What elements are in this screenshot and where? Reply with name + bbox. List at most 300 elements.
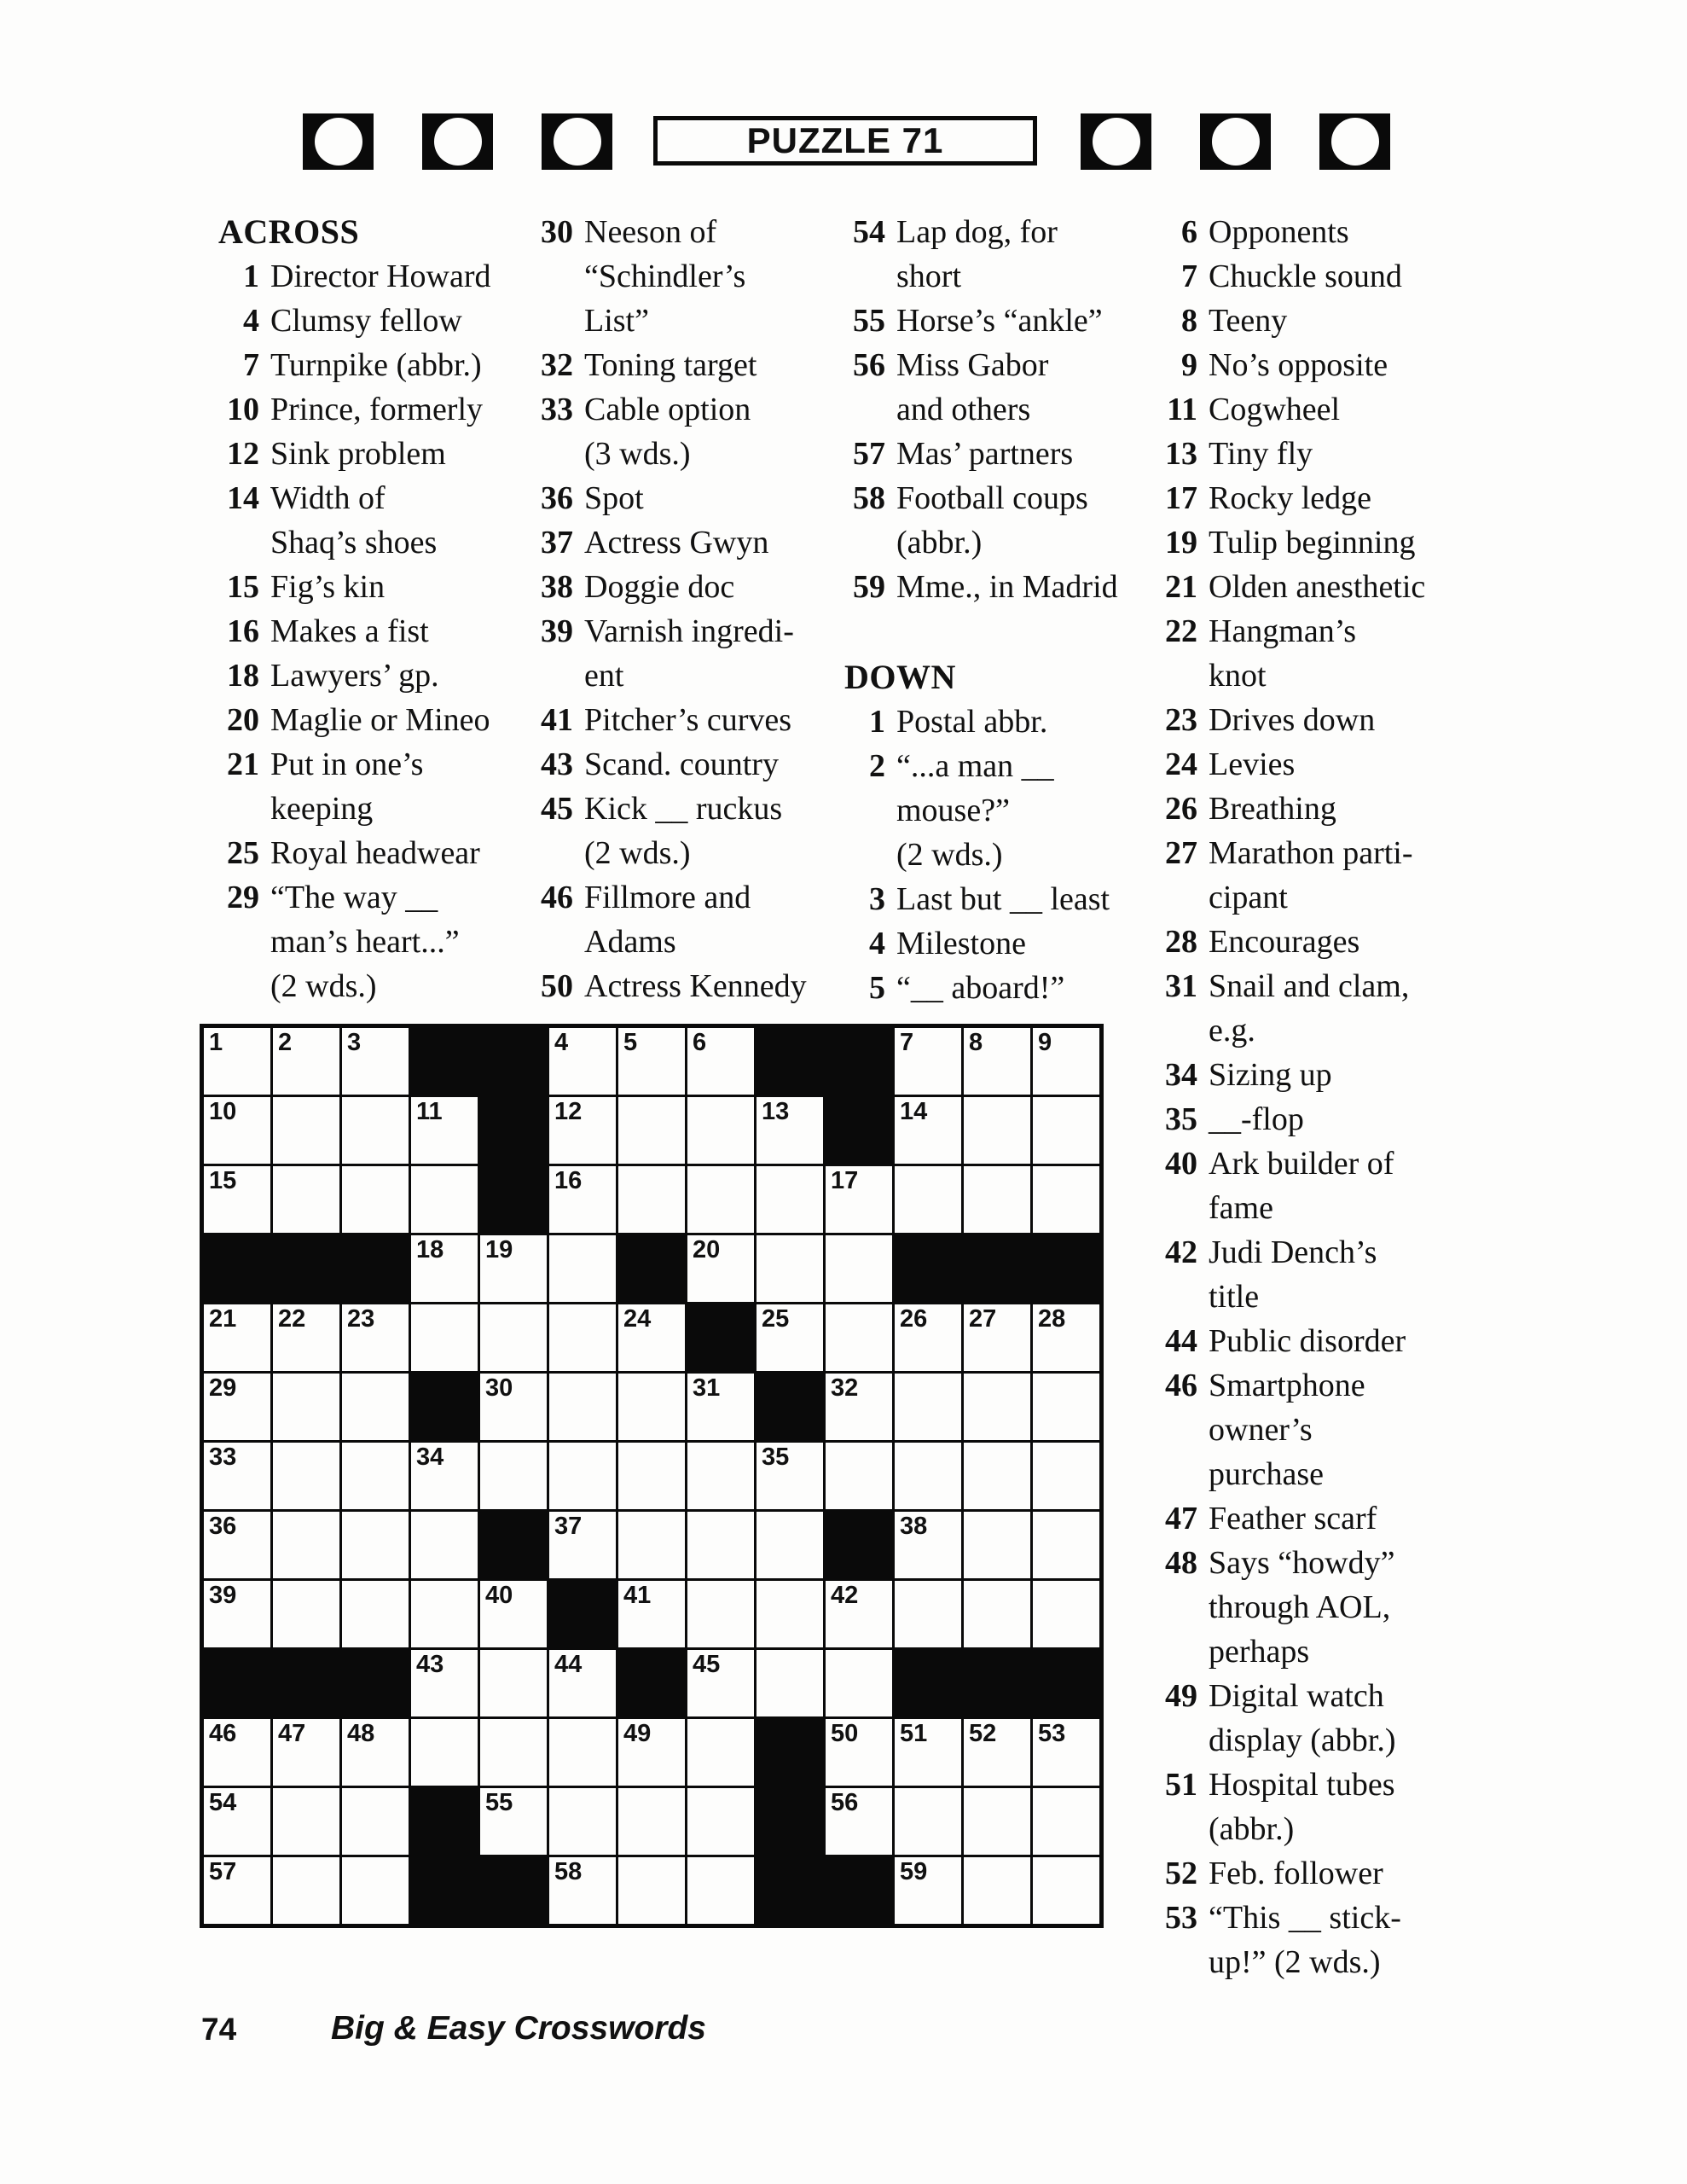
clue-item: [1150, 1097, 1487, 1141]
grid-cell: [273, 1374, 339, 1440]
clue-text: Rocky ledge: [1209, 480, 1372, 516]
grid-cell: [964, 1028, 1030, 1095]
grid-cell: [204, 1374, 270, 1440]
grid-cell-number: 37: [554, 1513, 583, 1540]
clue-number: 22: [1165, 613, 1197, 649]
grid-cell: [549, 1857, 616, 1924]
grid-cell-black: [411, 1028, 478, 1095]
grid-cell-black: [411, 1857, 478, 1924]
grid-cell-number: 35: [762, 1443, 790, 1471]
clue-item: [1150, 476, 1487, 520]
grid-cell-black: [964, 1235, 1030, 1302]
clue-item: [1150, 1896, 1487, 1984]
grid-cell: [1033, 1581, 1099, 1647]
grid-cell: [204, 1166, 270, 1233]
clue-text: Director Howard: [270, 258, 491, 294]
grid-cell: [411, 1581, 478, 1647]
clue-item: [212, 476, 524, 565]
grid-cell: [687, 1788, 754, 1855]
clue-text: Miss Gabor and others: [896, 347, 1049, 427]
grid-cell: [826, 1581, 892, 1647]
clue-text: Neeson of “Schindler’s List”: [584, 214, 746, 339]
grid-cell-black: [342, 1235, 409, 1302]
clue-number: 44: [1165, 1323, 1197, 1359]
grid-cell-number: 11: [416, 1098, 443, 1125]
clue-item: [212, 698, 524, 742]
clue-text: Maglie or Mineo: [270, 702, 490, 738]
clue-number: 17: [1165, 480, 1197, 516]
clue-text: Prince, formerly: [270, 392, 484, 427]
grid-cell-number: 17: [831, 1167, 859, 1194]
grid-cell: [549, 1235, 616, 1302]
clue-text: Cogwheel: [1209, 392, 1341, 427]
grid-cell-number: 55: [485, 1789, 513, 1816]
clue-item: [838, 476, 1148, 565]
grid-cell: [342, 1304, 409, 1371]
header-decor-left: [303, 113, 612, 170]
grid-cell: [826, 1304, 892, 1371]
clue-item: [1150, 1763, 1487, 1851]
grid-cell-number: 59: [900, 1858, 928, 1885]
grid-cell-number: 2: [278, 1029, 293, 1056]
clue-text: No’s opposite: [1209, 347, 1388, 383]
clue-number: 49: [1165, 1678, 1197, 1714]
clue-item: [838, 877, 1148, 921]
clue-number: 31: [1165, 968, 1197, 1004]
grid-cell: [411, 1512, 478, 1578]
clue-text: Levies: [1209, 746, 1296, 782]
clue-text: “This __ stick- up!” (2 wds.): [1209, 1900, 1401, 1980]
clue-text: Milestone: [896, 926, 1026, 961]
clue-text: Scand. country: [584, 746, 779, 782]
grid-cell: [618, 1374, 685, 1440]
clue-text: Sizing up: [1209, 1057, 1332, 1093]
grid-cell: [757, 1304, 823, 1371]
clue-text: Horse’s “ankle”: [896, 303, 1103, 339]
grid-cell: [757, 1512, 823, 1578]
grid-cell: [757, 1097, 823, 1164]
grid-cell: [895, 1374, 961, 1440]
grid-cell-number: 51: [900, 1720, 928, 1747]
clue-text: Width of Shaq’s shoes: [270, 480, 438, 561]
grid-cell: [411, 1235, 478, 1302]
grid-cell-black: [480, 1028, 547, 1095]
circle-in-square-icon: [542, 113, 612, 170]
clue-number: 26: [1165, 791, 1197, 827]
crossword-grid: [200, 1024, 1104, 1928]
grid-cell-black: [895, 1235, 961, 1302]
grid-cell: [342, 1581, 409, 1647]
clue-number: 20: [227, 702, 259, 738]
clue-number: 56: [853, 347, 885, 383]
clue-number: 21: [227, 746, 259, 782]
grid-cell: [687, 1581, 754, 1647]
grid-cell-black: [964, 1650, 1030, 1716]
clue-text: Sink problem: [270, 436, 446, 472]
grid-cell-number: 7: [900, 1029, 914, 1056]
grid-cell-number: 36: [209, 1513, 237, 1540]
grid-cell-black: [480, 1512, 547, 1578]
clue-number: 19: [1165, 525, 1197, 561]
circle-icon: [1331, 118, 1379, 166]
clue-item: [838, 700, 1148, 744]
grid-cell-number: 34: [416, 1443, 444, 1471]
grid-cell-black: [757, 1719, 823, 1786]
grid-cell-number: 28: [1038, 1305, 1066, 1333]
clue-item: [525, 476, 838, 520]
grid-cell-number: 30: [485, 1374, 513, 1402]
clue-number: 10: [227, 392, 259, 427]
grid-cell: [895, 1788, 961, 1855]
grid-cell-number: 44: [554, 1651, 583, 1678]
clue-item: [1150, 1674, 1487, 1763]
grid-cell-number: 53: [1038, 1720, 1066, 1747]
clue-item: [1150, 520, 1487, 565]
clue-text: __-flop: [1209, 1101, 1304, 1137]
grid-cell: [273, 1581, 339, 1647]
grid-cell: [411, 1097, 478, 1164]
grid-cell: [687, 1166, 754, 1233]
clue-number: 48: [1165, 1545, 1197, 1581]
grid-cell: [895, 1857, 961, 1924]
clue-text: “__ aboard!”: [896, 970, 1065, 1006]
grid-cell-black: [618, 1235, 685, 1302]
grid-cell-number: 43: [416, 1651, 444, 1678]
grid-cell: [757, 1650, 823, 1716]
clue-number: 9: [1181, 347, 1197, 383]
clue-item: [212, 299, 524, 343]
circle-in-square-icon: [1200, 113, 1271, 170]
grid-cell-number: 20: [693, 1236, 721, 1263]
clue-text: Pitcher’s curves: [584, 702, 792, 738]
clue-item: [1150, 254, 1487, 299]
grid-cell: [618, 1788, 685, 1855]
clue-column-2: [525, 210, 838, 1008]
grid-cell: [1033, 1166, 1099, 1233]
clue-text: Ark builder of fame: [1209, 1146, 1394, 1226]
grid-cell: [964, 1719, 1030, 1786]
grid-cell-number: 12: [554, 1098, 583, 1125]
grid-cell: [895, 1304, 961, 1371]
clue-text: Actress Gwyn: [584, 525, 769, 561]
grid-cell: [687, 1374, 754, 1440]
clue-item: [212, 653, 524, 698]
clue-number: 57: [853, 436, 885, 472]
clue-number: 38: [541, 569, 573, 605]
grid-cell-black: [342, 1650, 409, 1716]
clue-number: 59: [853, 569, 885, 605]
clue-number: 43: [541, 746, 573, 782]
clue-number: 4: [243, 303, 259, 339]
clue-number: 2: [869, 748, 885, 784]
grid-cell-black: [411, 1788, 478, 1855]
grid-cell-number: 40: [485, 1582, 513, 1609]
down-heading: DOWN: [844, 658, 956, 696]
clue-text: “...a man __ mouse?” (2 wds.): [896, 748, 1054, 873]
grid-cell: [204, 1443, 270, 1509]
grid-cell-black: [757, 1788, 823, 1855]
grid-cell-number: 1: [209, 1029, 223, 1056]
grid-cell: [342, 1028, 409, 1095]
clue-text: Chuckle sound: [1209, 258, 1402, 294]
grid-cell: [1033, 1374, 1099, 1440]
grid-cell: [411, 1166, 478, 1233]
clue-number: 55: [853, 303, 885, 339]
grid-cell-number: 25: [762, 1305, 790, 1333]
grid-cell-number: 9: [1038, 1029, 1052, 1056]
clue-item: [525, 609, 838, 698]
clue-number: 14: [227, 480, 259, 516]
grid-cell-number: 45: [693, 1651, 721, 1678]
grid-cell: [480, 1650, 547, 1716]
grid-cell-number: 27: [969, 1305, 997, 1333]
clue-number: 30: [541, 214, 573, 250]
grid-cell-number: 41: [623, 1582, 652, 1609]
grid-cell: [204, 1788, 270, 1855]
clue-item: [1150, 432, 1487, 476]
grid-cell-black: [895, 1650, 961, 1716]
grid-cell: [895, 1719, 961, 1786]
grid-cell: [549, 1028, 616, 1095]
grid-cell-number: 38: [900, 1513, 928, 1540]
grid-cell-number: 16: [554, 1167, 583, 1194]
clue-text: “The way __ man’s heart...” (2 wds.): [270, 880, 460, 1004]
book-title: Big & Easy Crosswords: [331, 2010, 706, 2047]
clue-number: 15: [227, 569, 259, 605]
clue-number: 52: [1165, 1856, 1197, 1891]
grid-cell: [964, 1788, 1030, 1855]
clue-item: [1150, 1496, 1487, 1541]
grid-cell: [826, 1788, 892, 1855]
grid-cell: [411, 1304, 478, 1371]
clue-number: 42: [1165, 1234, 1197, 1270]
grid-cell-number: 22: [278, 1305, 306, 1333]
grid-cell-number: 49: [623, 1720, 652, 1747]
grid-cell: [1033, 1097, 1099, 1164]
grid-cell: [687, 1857, 754, 1924]
grid-cell: [895, 1097, 961, 1164]
grid-cell: [549, 1443, 616, 1509]
grid-cell-number: 39: [209, 1582, 237, 1609]
grid-cell: [826, 1166, 892, 1233]
grid-cell: [549, 1512, 616, 1578]
grid-cell-number: 47: [278, 1720, 306, 1747]
grid-cell: [1033, 1028, 1099, 1095]
clue-number: 7: [243, 347, 259, 383]
clue-number: 50: [541, 968, 573, 1004]
clue-number: 7: [1181, 258, 1197, 294]
grid-cell: [342, 1788, 409, 1855]
clue-number: 4: [869, 926, 885, 961]
grid-cell: [1033, 1857, 1099, 1924]
grid-cell-black: [549, 1581, 616, 1647]
clue-number: 33: [541, 392, 573, 427]
clue-number: 1: [243, 258, 259, 294]
clue-text: Smartphone owner’s purchase: [1209, 1368, 1365, 1492]
grid-cell: [687, 1097, 754, 1164]
clue-item: [1150, 343, 1487, 387]
grid-cell: [618, 1512, 685, 1578]
clue-text: Tulip beginning: [1209, 525, 1416, 561]
clue-number: 6: [1181, 214, 1197, 250]
grid-cell: [964, 1857, 1030, 1924]
grid-cell: [895, 1028, 961, 1095]
clue-item: [525, 520, 838, 565]
clue-text: Feather scarf: [1209, 1501, 1377, 1536]
grid-cell: [964, 1097, 1030, 1164]
grid-cell: [895, 1166, 961, 1233]
grid-cell: [757, 1581, 823, 1647]
clue-text: Varnish ingredi- ent: [584, 613, 794, 694]
grid-cell: [480, 1719, 547, 1786]
grid-cell: [204, 1028, 270, 1095]
clue-item: [1150, 787, 1487, 831]
grid-cell-number: 57: [209, 1858, 237, 1885]
clue-number: 40: [1165, 1146, 1197, 1182]
grid-cell: [273, 1719, 339, 1786]
grid-cell-black: [204, 1650, 270, 1716]
grid-cell: [480, 1235, 547, 1302]
clue-number: 34: [1165, 1057, 1197, 1093]
grid-cell: [687, 1512, 754, 1578]
clue-column-1: [212, 210, 524, 1008]
grid-cell-black: [273, 1235, 339, 1302]
grid-cell-number: 33: [209, 1443, 237, 1471]
clue-number: 8: [1181, 303, 1197, 339]
grid-cell-black: [757, 1857, 823, 1924]
grid-cell: [273, 1788, 339, 1855]
circle-icon: [1212, 118, 1260, 166]
grid-cell-number: 19: [485, 1236, 513, 1263]
grid-cell-black: [687, 1304, 754, 1371]
clue-number: 36: [541, 480, 573, 516]
clue-text: Drives down: [1209, 702, 1376, 738]
clue-item: [838, 299, 1148, 343]
clue-text: Lap dog, for short: [896, 214, 1058, 294]
grid-cell: [618, 1097, 685, 1164]
grid-cell: [549, 1304, 616, 1371]
circle-icon: [1093, 118, 1140, 166]
grid-cell: [204, 1304, 270, 1371]
clue-item: [838, 744, 1148, 877]
clue-text: Judi Dench’s title: [1209, 1234, 1377, 1315]
grid-cell-black: [826, 1512, 892, 1578]
clue-item: [1150, 1851, 1487, 1896]
grid-cell: [480, 1304, 547, 1371]
grid-cell: [687, 1028, 754, 1095]
clue-text: Olden anesthetic: [1209, 569, 1426, 605]
grid-cell-number: 23: [347, 1305, 375, 1333]
grid-cell-black: [1033, 1235, 1099, 1302]
clue-text: Says “howdy” through AOL, perhaps: [1209, 1545, 1395, 1670]
grid-cell-number: 50: [831, 1720, 859, 1747]
grid-cell: [618, 1304, 685, 1371]
clue-item: [838, 921, 1148, 966]
grid-cell: [826, 1235, 892, 1302]
circle-icon: [554, 118, 601, 166]
clue-item: [1150, 1230, 1487, 1319]
grid-cell: [895, 1512, 961, 1578]
grid-cell: [480, 1443, 547, 1509]
grid-cell: [411, 1443, 478, 1509]
clue-text: Kick __ ruckus (2 wds.): [584, 791, 783, 871]
clue-number: 54: [853, 214, 885, 250]
clue-text: Actress Kennedy: [584, 968, 807, 1004]
grid-cell-number: 10: [209, 1098, 237, 1125]
grid-cell: [964, 1512, 1030, 1578]
grid-cell-black: [480, 1097, 547, 1164]
clue-text: Clumsy fellow: [270, 303, 462, 339]
grid-cell: [1033, 1304, 1099, 1371]
grid-cell: [342, 1512, 409, 1578]
grid-cell-number: 58: [554, 1858, 583, 1885]
grid-cell: [687, 1719, 754, 1786]
grid-cell: [411, 1719, 478, 1786]
grid-cell-number: 46: [209, 1720, 237, 1747]
clue-item: [525, 787, 838, 875]
grid-cell: [480, 1581, 547, 1647]
grid-cell: [342, 1719, 409, 1786]
grid-cell: [757, 1443, 823, 1509]
clue-text: Public disorder: [1209, 1323, 1406, 1359]
grid-cell: [342, 1857, 409, 1924]
clue-number: 25: [227, 835, 259, 871]
grid-cell-black: [826, 1857, 892, 1924]
grid-cell-number: 6: [693, 1029, 707, 1056]
clue-text: Tiny fly: [1209, 436, 1313, 472]
clue-text: Encourages: [1209, 924, 1360, 960]
clue-number: 24: [1165, 746, 1197, 782]
clue-number: 12: [227, 436, 259, 472]
grid-cell: [273, 1304, 339, 1371]
clue-number: 58: [853, 480, 885, 516]
clue-number: 28: [1165, 924, 1197, 960]
clue-item: [838, 565, 1148, 609]
clue-number: 45: [541, 791, 573, 827]
clue-column-3: [838, 210, 1148, 1010]
clue-text: Opponents: [1209, 214, 1349, 250]
clue-item: [838, 432, 1148, 476]
grid-cell: [411, 1650, 478, 1716]
grid-cell: [687, 1650, 754, 1716]
clue-number: 29: [227, 880, 259, 915]
clue-item: [212, 254, 524, 299]
grid-cell-number: 56: [831, 1789, 859, 1816]
grid-cell: [273, 1097, 339, 1164]
clue-number: 46: [541, 880, 573, 915]
grid-cell: [964, 1374, 1030, 1440]
grid-cell: [618, 1028, 685, 1095]
clue-text: Football coups (abbr.): [896, 480, 1088, 561]
clue-item: [1150, 920, 1487, 964]
grid-cell-number: 13: [762, 1098, 790, 1125]
grid-cell: [549, 1166, 616, 1233]
clue-number: 39: [541, 613, 573, 649]
page-number: 74: [201, 2012, 237, 2047]
clue-item: [212, 387, 524, 432]
grid-cell-number: 48: [347, 1720, 375, 1747]
grid-cell: [204, 1512, 270, 1578]
grid-cell: [687, 1235, 754, 1302]
clue-item: [1150, 1141, 1487, 1230]
clue-text: Hospital tubes (abbr.): [1209, 1767, 1395, 1847]
grid-cell-number: 42: [831, 1582, 859, 1609]
grid-cell-black: [273, 1650, 339, 1716]
grid-cell: [964, 1443, 1030, 1509]
clue-item: [212, 565, 524, 609]
clue-item: [1150, 1053, 1487, 1097]
clue-number: 41: [541, 702, 573, 738]
